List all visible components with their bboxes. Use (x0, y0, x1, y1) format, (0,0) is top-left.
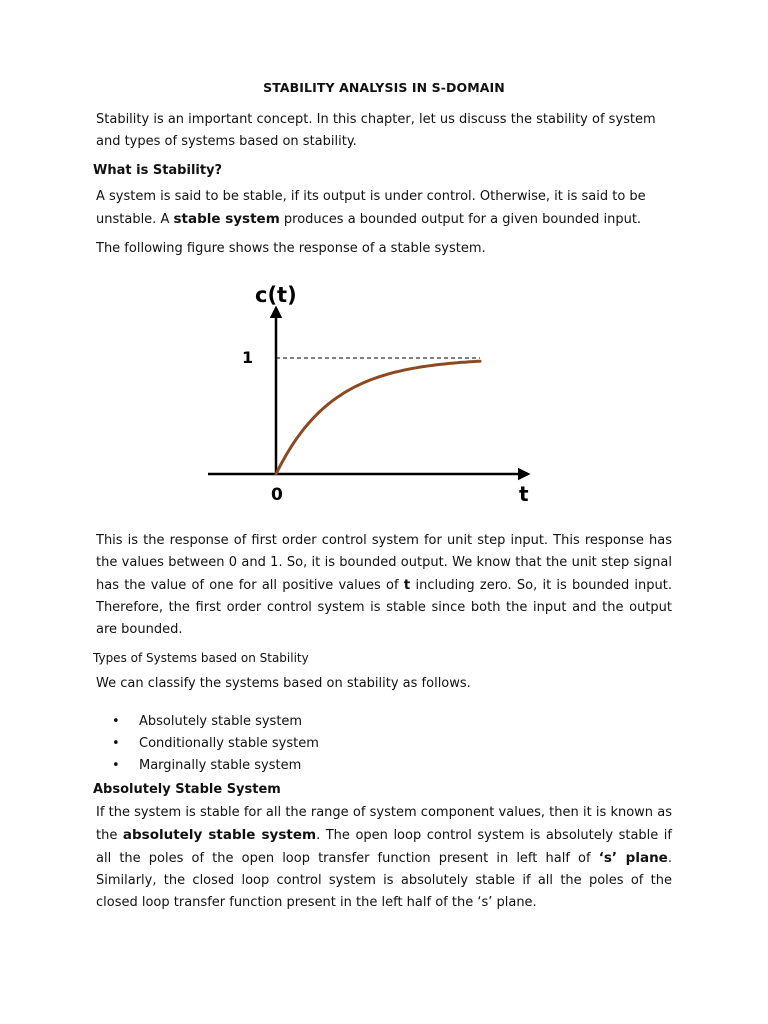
list-item (112, 755, 319, 777)
page-title: STABILITY ANALYSIS IN S-DOMAIN (263, 80, 505, 95)
text-run: . Similarly, the closed loop control system is absolutely stable if all the poles of the closed loop transfer function present in the left half of the ‘s’ plane. (96, 851, 672, 910)
section-heading-absolutely-stable-system: Absolutely Stable System (93, 782, 281, 797)
text-run: produces a bounded output for a given bounded input. (279, 212, 642, 227)
text-run: A system is said to be stable, if its output is under control. Otherwise, it is said to be unstable. A (96, 189, 646, 227)
stability-definition-paragraph (96, 186, 672, 231)
intro-paragraph: Stability is an important concept. In this chapter, let us discuss the stability of system and types of systems based on stability. (96, 112, 656, 149)
figure-intro-paragraph: The following figure shows the response of a stable system. (96, 241, 486, 256)
bold-term-stable-system: stable system (173, 211, 280, 227)
section-heading-types-of-systems: Types of Systems based on Stability (93, 651, 309, 665)
origin-label: 0 (271, 485, 283, 505)
text-run: This is the response of first order control system for unit step input. This response has the values between 0 and 1. So, it is bounded output. We know that the unit step signal has the value of one for all positive values of (96, 533, 672, 593)
y-tick-label: 1 (242, 348, 254, 367)
stability-types-list (112, 711, 319, 777)
bold-term-t: t (403, 577, 411, 593)
bold-term-absolutely-stable-system: absolutely stable system (122, 827, 317, 843)
text-run: including zero. So, it is bounded input. Therefore, the first order control system is stable since both the input and the output are bounded. (96, 578, 673, 637)
x-axis-label: t (519, 482, 529, 506)
section-heading-what-is-stability: What is Stability? (93, 163, 223, 178)
list-item-label: Marginally stable system (139, 758, 302, 773)
list-item (112, 733, 319, 755)
text-run: . The open loop control system is absolutely stable if all the poles of the open loop transfer function present in left half of (96, 828, 672, 866)
response-curve (276, 361, 480, 474)
y-axis-label: c(t) (255, 283, 297, 307)
list-item-label: Conditionally stable system (139, 736, 319, 751)
absolutely-stable-paragraph (96, 802, 672, 914)
bold-term-s-plane: ‘s’ plane (598, 850, 668, 866)
step-response-figure (200, 272, 550, 512)
list-item-label: Absolutely stable system (139, 714, 303, 729)
text-run: If the system is stable for all the range of system component values, then it is known as the (96, 805, 672, 843)
bullet-icon: • (112, 736, 120, 751)
response-explanation-paragraph (96, 530, 672, 641)
bullet-icon: • (112, 758, 120, 773)
bullet-icon: • (112, 714, 120, 729)
classification-intro-paragraph: We can classify the systems based on stability as follows. (96, 676, 471, 691)
list-item (112, 711, 319, 733)
